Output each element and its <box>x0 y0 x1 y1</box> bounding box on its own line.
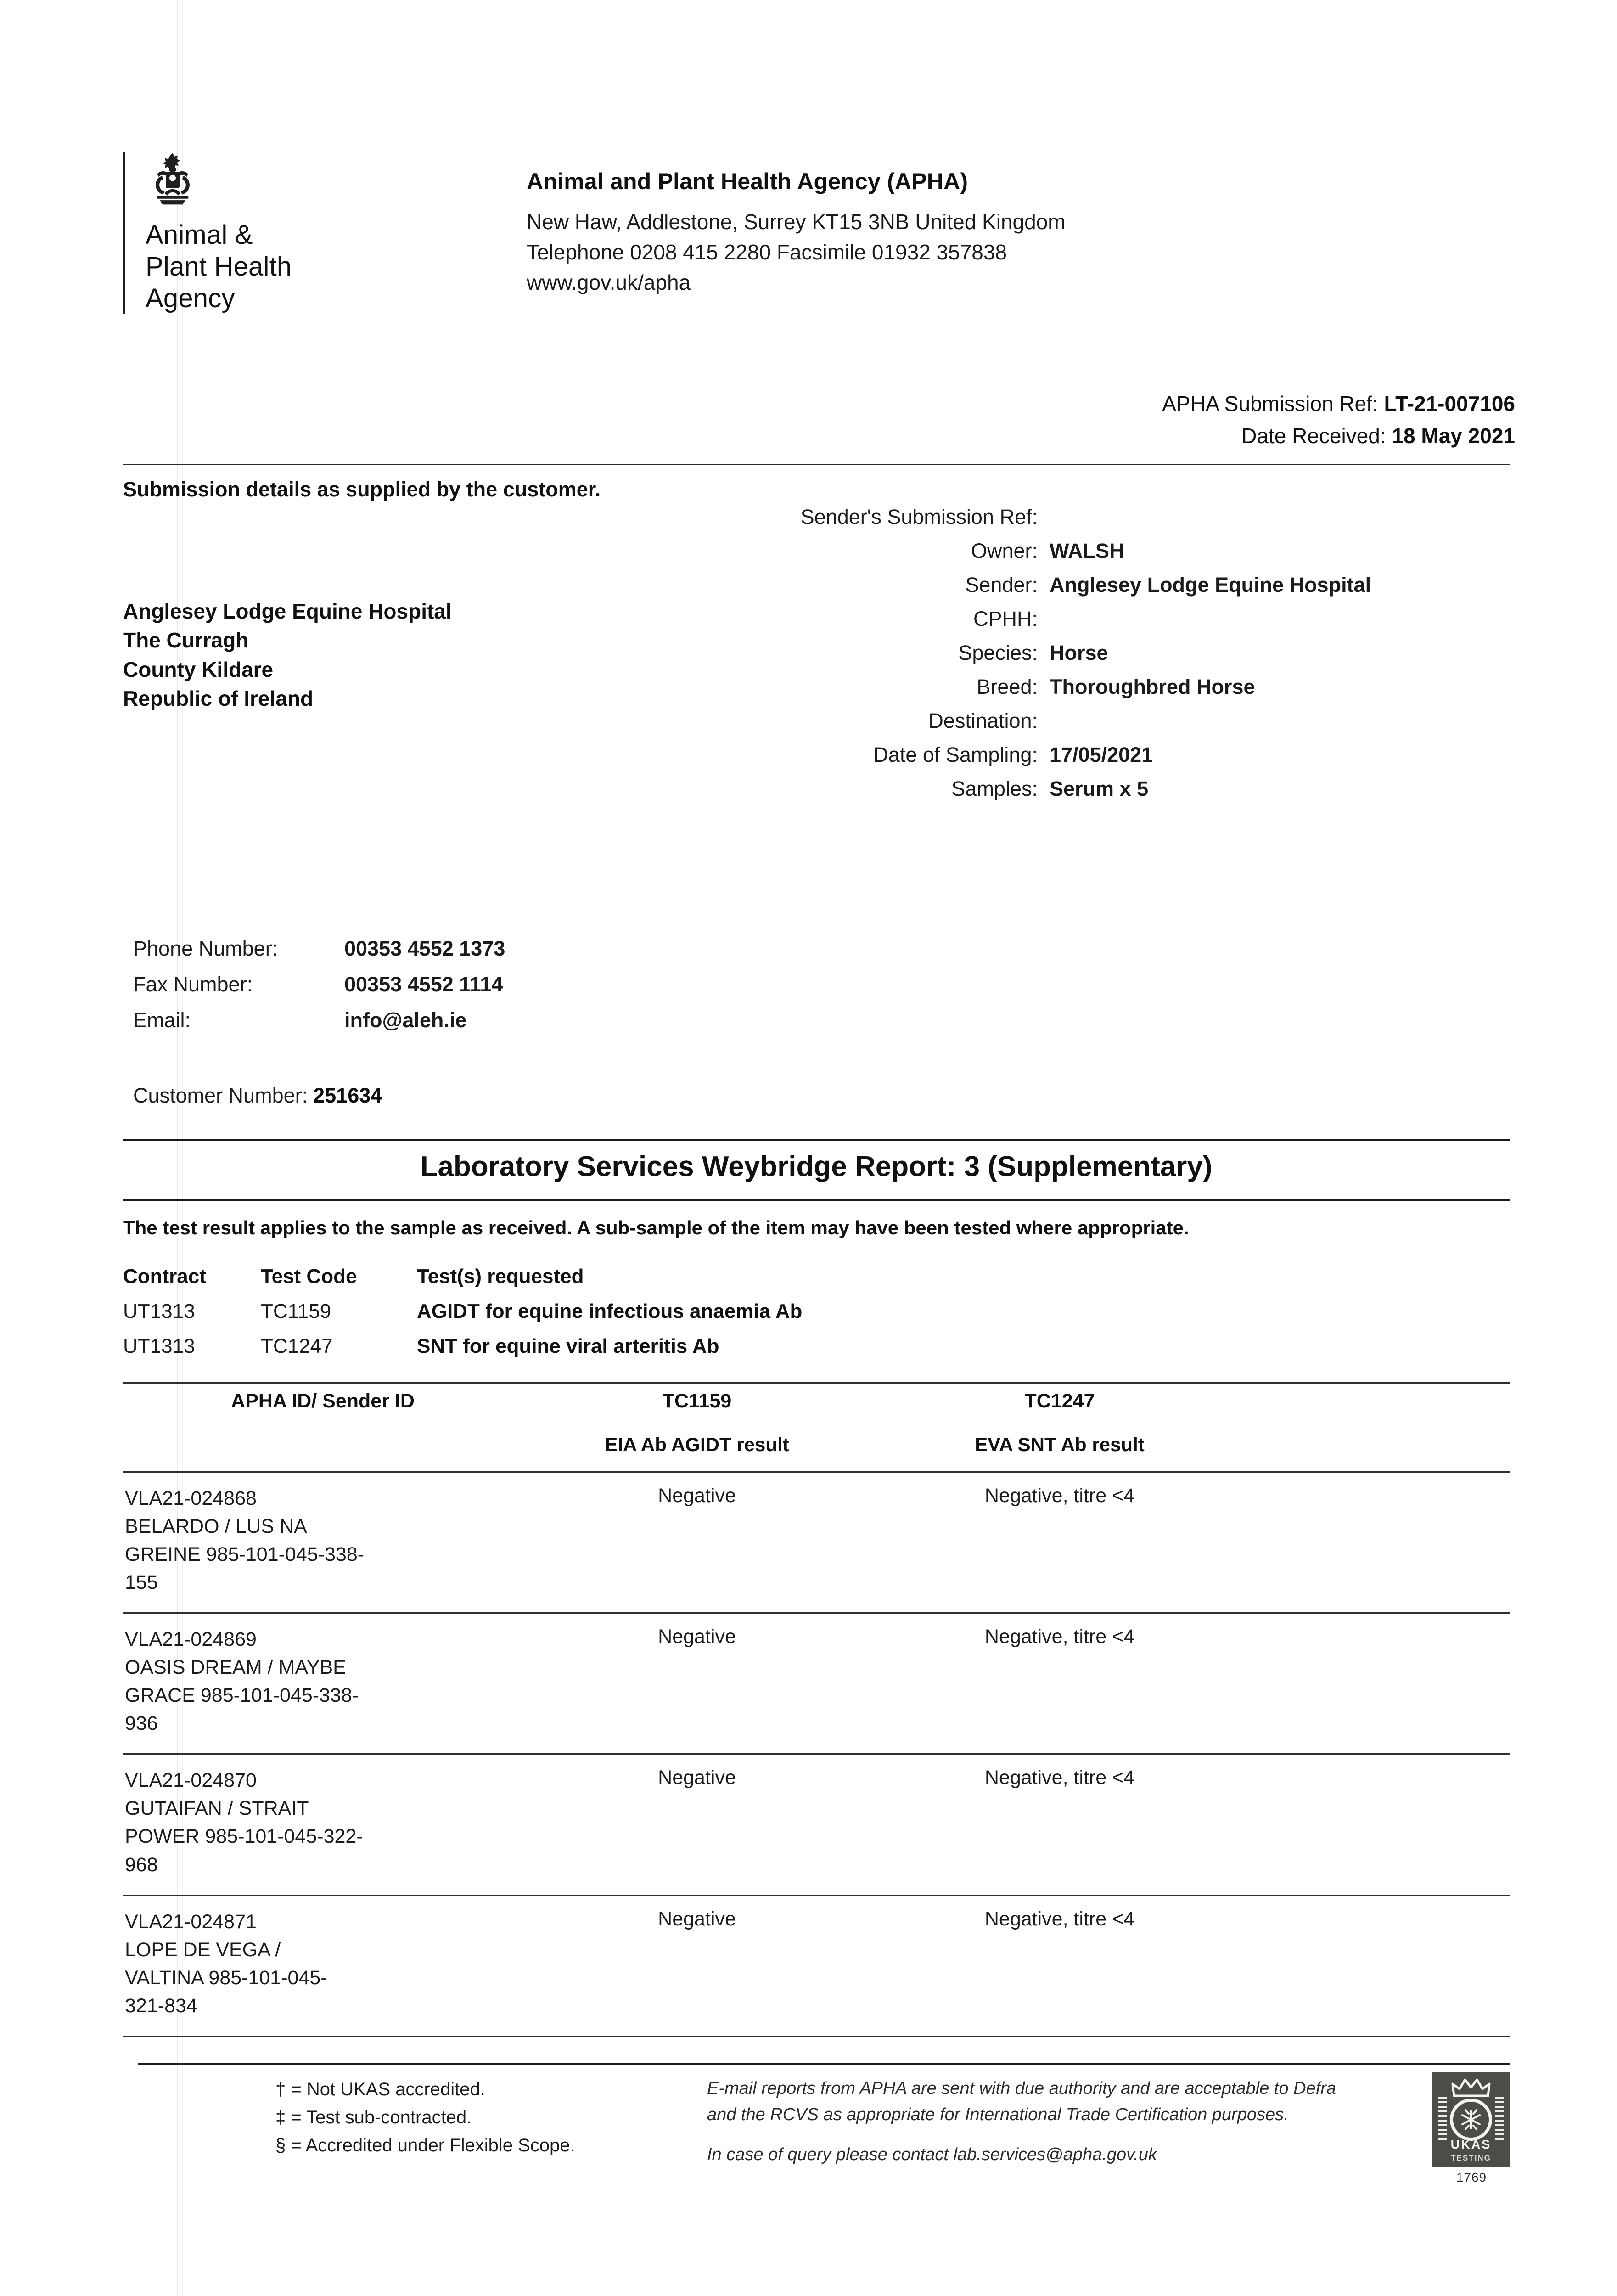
row-spacer-cell <box>1248 1472 1510 1613</box>
requested-test-row <box>123 1300 802 1335</box>
sender-address <box>123 597 452 714</box>
masthead <box>123 152 1510 314</box>
field-label: Species: <box>958 641 1038 664</box>
footnote-not-ukas-accredited: † = Not UKAS accredited. <box>275 2079 485 2099</box>
eia-ab-agidt-result: Negative <box>522 1895 871 2036</box>
sample-id-line: VLA21-024868 <box>125 1487 257 1509</box>
field-label: CPHH: <box>973 607 1038 630</box>
submission-ref-value: LT-21-007106 <box>1384 392 1515 416</box>
sender-address-line: County Kildare <box>123 657 274 681</box>
ukas-tick-marks-right <box>1495 2097 1504 2143</box>
footer-notice-paragraph: In case of query please contact lab.services@apha.gov.uk <box>707 2145 1157 2164</box>
submission-field-row <box>753 607 1533 641</box>
submission-field-row <box>753 573 1533 607</box>
sample-id-line: POWER 985-101-045-322- <box>125 1825 363 1848</box>
ukas-accreditation-number: 1769 <box>1456 2170 1487 2184</box>
column-header-tc1159-code: TC1159 <box>662 1390 732 1412</box>
footer-divider <box>138 2063 1510 2065</box>
sample-id-line: 936 <box>125 1712 158 1735</box>
footnote-test-sub-contracted: ‡ = Test sub-contracted. <box>275 2107 472 2127</box>
contact-row <box>133 937 505 973</box>
footer-notice <box>707 2076 1359 2168</box>
sample-id-cell <box>123 1895 522 2036</box>
sample-id-line: BELARDO / LUS NA <box>125 1515 307 1538</box>
divider-below-report-title <box>123 1199 1510 1201</box>
field-value: Horse <box>1050 641 1108 664</box>
field-label: Owner: <box>971 539 1038 563</box>
contact-label: Fax Number: <box>133 973 253 996</box>
sample-id-line: VLA21-024870 <box>125 1769 257 1792</box>
column-header-tc1159-desc: EIA Ab AGIDT result <box>605 1434 789 1455</box>
contact-details-table <box>133 937 505 1044</box>
requested-test-row <box>123 1335 802 1370</box>
eia-ab-agidt-result: Negative <box>522 1754 871 1895</box>
royal-crest-icon <box>146 152 200 207</box>
agency-contact-block <box>527 152 1066 298</box>
submission-field-row <box>753 641 1533 675</box>
sender-address-line: Republic of Ireland <box>123 687 314 711</box>
requested-tests-table <box>123 1265 802 1370</box>
contact-value: 00353 4552 1373 <box>344 937 505 960</box>
sample-id-line: 155 <box>125 1571 158 1594</box>
field-value <box>1050 709 1533 743</box>
column-header-tc1159 <box>522 1383 871 1472</box>
column-header-tests-requested: Test(s) requested <box>417 1265 584 1288</box>
ukas-accreditation-mark <box>1432 2072 1510 2185</box>
column-header-tc1247 <box>871 1383 1248 1472</box>
agency-telephone: Telephone 0208 415 2280 Facsimile 01932 357838 <box>527 240 1007 264</box>
footnote-flexible-scope: § = Accredited under Flexible Scope. <box>275 2135 575 2155</box>
table-row <box>123 1754 1510 1895</box>
customer-number-value: 251634 <box>313 1084 382 1107</box>
table-row <box>123 1472 1510 1613</box>
submission-field-row <box>753 743 1533 777</box>
agency-address: New Haw, Addlestone, Surrey KT15 3NB United Kingdom <box>527 210 1066 234</box>
eva-snt-ab-result: Negative, titre <4 <box>871 1895 1248 2036</box>
field-value: Serum x 5 <box>1050 777 1149 800</box>
agency-website: www.gov.uk/apha <box>527 270 691 295</box>
column-header-tc1247-desc: EVA SNT Ab result <box>975 1434 1145 1455</box>
results-table <box>123 1382 1510 2037</box>
sample-id-cell <box>123 1613 522 1754</box>
eva-snt-ab-result: Negative, titre <4 <box>871 1754 1248 1895</box>
brand-name <box>146 219 467 314</box>
column-header-test-code: Test Code <box>261 1265 357 1288</box>
divider-under-header <box>123 464 1510 465</box>
crown-icon <box>1451 2077 1491 2098</box>
date-received-value: 18 May 2021 <box>1392 423 1515 448</box>
eia-ab-agidt-result: Negative <box>522 1613 871 1754</box>
field-label: Sender: <box>965 573 1038 597</box>
apha-brand-block <box>123 152 467 314</box>
submission-ref-line <box>459 388 1515 420</box>
submission-details-heading: Submission details as supplied by the customer. <box>123 478 601 501</box>
date-received-line <box>459 420 1515 452</box>
sample-id-line: GREINE 985-101-045-338- <box>125 1543 365 1566</box>
sample-id-cell <box>123 1754 522 1895</box>
column-header-apha-id: APHA ID/ Sender ID <box>123 1383 522 1472</box>
table-row <box>123 1895 1510 2036</box>
sample-id-line: LOPE DE VEGA / <box>125 1938 281 1961</box>
field-value <box>1050 505 1533 539</box>
submission-field-row <box>753 777 1533 811</box>
contact-row <box>133 973 505 1008</box>
contact-row <box>133 1008 505 1044</box>
test-code-value: TC1247 <box>261 1335 333 1357</box>
brand-name-line-1: Animal & <box>146 220 253 250</box>
sample-id-line: VLA21-024871 <box>125 1910 257 1933</box>
field-value: Anglesey Lodge Equine Hospital <box>1050 573 1371 597</box>
submission-ref-label: APHA Submission Ref: <box>1162 392 1378 416</box>
field-value: 17/05/2021 <box>1050 743 1153 766</box>
customer-number-label: Customer Number: <box>133 1084 308 1107</box>
contract-value: UT1313 <box>123 1300 195 1322</box>
sample-id-line: OASIS DREAM / MAYBE <box>125 1656 346 1679</box>
customer-number <box>133 1084 382 1108</box>
footer-notice-paragraph: E-mail reports from APHA are sent with due authority and are acceptable to Defra and the RCVS as appropriate for International Trade Certification purposes. <box>707 2079 1336 2124</box>
ukas-testing-label: TESTING <box>1451 2154 1491 2162</box>
date-received-label: Date Received: <box>1241 423 1386 448</box>
field-value: Thoroughbred Horse <box>1050 675 1255 698</box>
sample-id-line: 968 <box>125 1853 158 1876</box>
row-spacer-cell <box>1248 1754 1510 1895</box>
field-label: Sender's Submission Ref: <box>800 505 1038 529</box>
test-description: AGIDT for equine infectious anaemia Ab <box>417 1300 803 1322</box>
ukas-circle-icon <box>1450 2099 1492 2141</box>
submission-ref-block <box>459 388 1617 452</box>
ukas-logo-icon <box>1432 2072 1510 2167</box>
sample-id-line: GRACE 985-101-045-338- <box>125 1684 359 1707</box>
field-label: Destination: <box>928 709 1038 732</box>
sender-address-line: The Curragh <box>123 628 249 653</box>
sample-id-line: 321-834 <box>125 1994 197 2017</box>
field-value <box>1050 607 1533 641</box>
requested-tests-header-row <box>123 1265 802 1300</box>
column-header-tc1247-code: TC1247 <box>1024 1390 1095 1412</box>
column-header-spacer <box>1248 1383 1510 1472</box>
sample-id-line: VLA21-024869 <box>125 1628 257 1651</box>
eva-snt-ab-result: Negative, titre <4 <box>871 1472 1248 1613</box>
ukas-tick-marks-left <box>1438 2097 1447 2143</box>
sample-id-cell <box>123 1472 522 1613</box>
test-result-applies-note: The test result applies to the sample as received. A sub-sample of the item may have been tested where appropriate. <box>123 1217 1189 1238</box>
test-description: SNT for equine viral arteritis Ab <box>417 1335 719 1357</box>
column-header-contract: Contract <box>123 1265 206 1288</box>
contract-value: UT1313 <box>123 1335 195 1357</box>
test-code-value: TC1159 <box>261 1300 331 1322</box>
submission-field-row <box>753 675 1533 709</box>
contact-value: info@aleh.ie <box>344 1008 467 1032</box>
results-header-row <box>123 1383 1510 1472</box>
footnotes <box>275 2076 575 2159</box>
table-row <box>123 1613 1510 1754</box>
divider-above-report-title <box>123 1139 1510 1141</box>
contact-label: Phone Number: <box>133 937 278 960</box>
agency-title: Animal and Plant Health Agency (APHA) <box>527 169 968 194</box>
submission-fields-table <box>753 505 1533 811</box>
sender-address-line: Anglesey Lodge Equine Hospital <box>123 599 452 623</box>
sample-id-line: VALTINA 985-101-045- <box>125 1966 327 1989</box>
field-value: WALSH <box>1050 539 1124 563</box>
brand-name-line-2: Plant Health <box>146 252 292 282</box>
atom-icon <box>1459 2107 1483 2132</box>
submission-field-row <box>753 709 1533 743</box>
eva-snt-ab-result: Negative, titre <4 <box>871 1613 1248 1754</box>
contact-label: Email: <box>133 1008 191 1032</box>
submission-field-row <box>753 539 1533 573</box>
field-label: Breed: <box>977 675 1038 698</box>
ukas-wordmark: UKAS <box>1450 2138 1492 2151</box>
row-spacer-cell <box>1248 1895 1510 2036</box>
eia-ab-agidt-result: Negative <box>522 1472 871 1613</box>
brand-name-line-3: Agency <box>146 283 235 314</box>
field-label: Date of Sampling: <box>873 743 1038 766</box>
contact-value: 00353 4552 1114 <box>344 973 503 996</box>
report-title: Laboratory Services Weybridge Report: 3 (Supplementary) <box>420 1151 1213 1182</box>
field-label: Samples: <box>951 777 1038 800</box>
submission-field-row <box>753 505 1533 539</box>
sample-id-line: GUTAIFAN / STRAIT <box>125 1797 309 1820</box>
row-spacer-cell <box>1248 1613 1510 1754</box>
